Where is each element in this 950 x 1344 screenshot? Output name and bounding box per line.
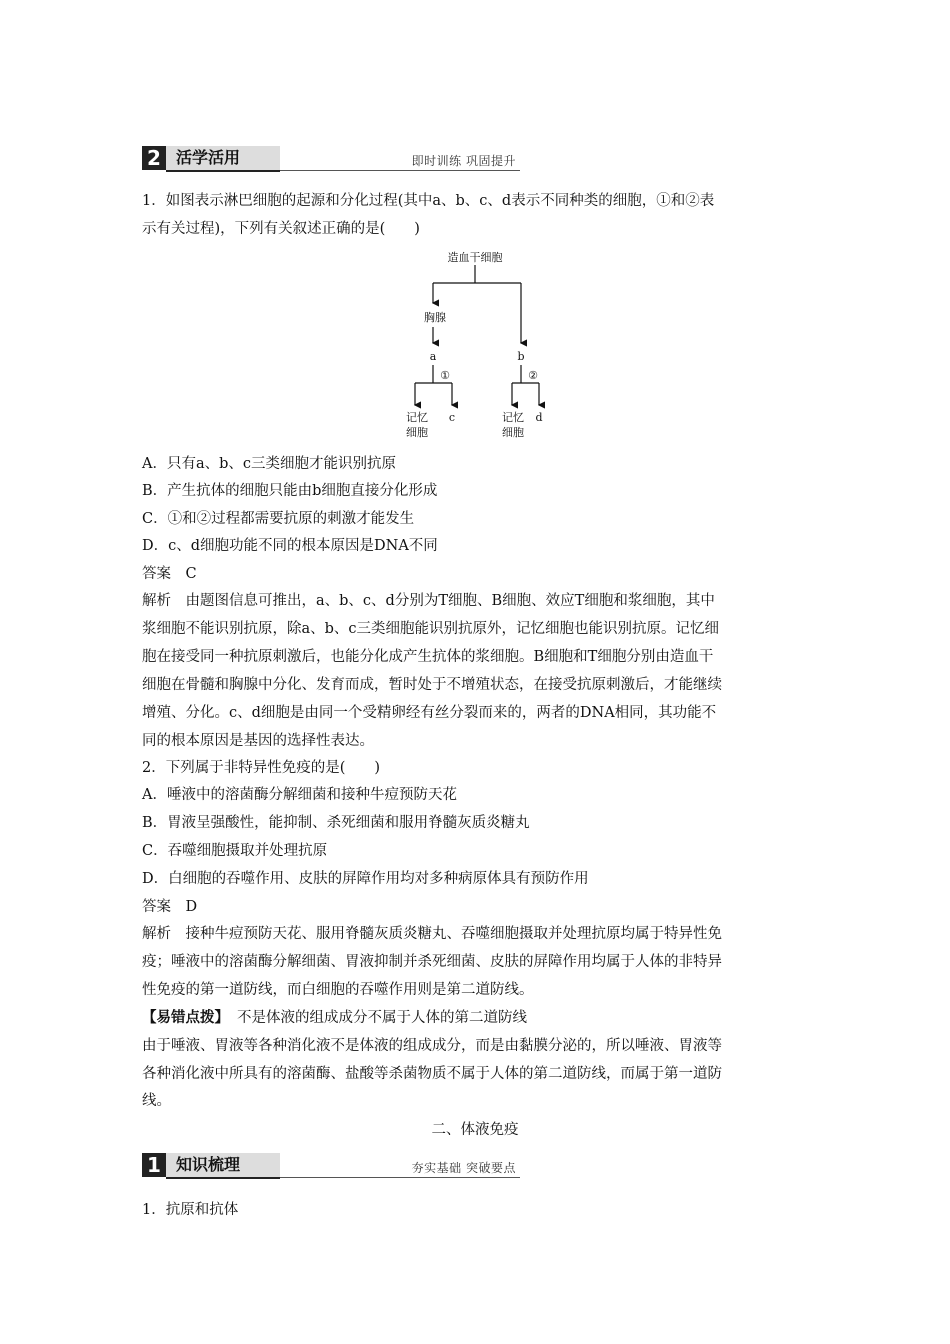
- process-1-label: ①: [440, 369, 450, 382]
- q2-analysis-line: 解析 接种牛痘预防天花、服用脊髓灰质炎糖丸、吞噬细胞摄取并处理抗原均属于特异性免: [142, 926, 722, 942]
- tip-label: 【易错点拨】: [142, 1010, 229, 1026]
- lymphocyte-diagram: [395, 247, 555, 443]
- section-title: 知识梳理: [176, 1155, 241, 1174]
- section-header-practice: [142, 146, 520, 172]
- node-c: c: [448, 411, 456, 424]
- section-title: 活学活用: [176, 148, 241, 167]
- q1-option-b: B．产生抗体的细胞只能由b细胞直接分化形成: [142, 483, 438, 499]
- section-subtitle: 夯实基础 突破要点: [411, 1161, 516, 1175]
- tip-title: 不是体液的组成成分不属于人体的第二道防线: [237, 1010, 527, 1026]
- q1-answer: 答案 C: [142, 566, 197, 582]
- node-a: a: [429, 350, 437, 363]
- node-memory-cell-2-line1: 记忆: [502, 411, 524, 424]
- node-memory-cell-1-line1: 记忆: [406, 411, 428, 424]
- item-1-heading: 1．抗原和抗体: [142, 1202, 239, 1218]
- q1-stem-line1: 1．如图表示淋巴细胞的起源和分化过程(其中a、b、c、d表示不同种类的细胞，①和②表: [142, 193, 715, 209]
- tip-line: 由于唾液、胃液等各种消化液不是体液的组成成分，而是由黏膜分泌的，所以唾液、胃液等: [142, 1038, 722, 1054]
- section-subtitle: 即时训练 巩固提升: [411, 154, 516, 168]
- q2-option-c: C．吞噬细胞摄取并处理抗原: [142, 843, 328, 859]
- process-2-label: ②: [528, 369, 538, 382]
- section2-title: 二、体液免疫: [431, 1122, 519, 1138]
- q2-option-d: D．白细胞的吞噬作用、皮肤的屏障作用均对多种病原体具有预防作用: [142, 871, 589, 887]
- q1-analysis-line: 解析 由题图信息可推出，a、b、c、d分别为T细胞、B细胞、效应T细胞和浆细胞，其中: [142, 593, 715, 609]
- node-b: b: [517, 350, 525, 363]
- q1-analysis-line: 同的根本原因是基因的选择性表达。: [142, 733, 374, 749]
- q1-analysis-line: 胞在接受同一种抗原刺激后，也能分化成产生抗体的浆细胞。B细胞和T细胞分别由造血干: [142, 649, 714, 665]
- tip-heading: [142, 1004, 814, 1032]
- q2-option-a: A．唾液中的溶菌酶分解细菌和接种牛痘预防天花: [142, 787, 457, 803]
- q1-analysis-line: 增殖、分化。c、d细胞是由同一个受精卵经有丝分裂而来的，两者的DNA相同，其功能不: [142, 705, 717, 721]
- tip-line: 线。: [142, 1093, 171, 1109]
- section-number: 2: [142, 146, 166, 170]
- node-d: d: [535, 411, 543, 424]
- q2-answer: 答案 D: [142, 899, 198, 915]
- q1-option-d: D．c、d细胞功能不同的根本原因是DNA不同: [142, 538, 438, 554]
- header-rule: [280, 1177, 520, 1178]
- q1-analysis-line: 细胞在骨髓和胸腺中分化、发育而成，暂时处于不增殖状态，在接受抗原刺激后，才能继续: [142, 677, 722, 693]
- section-number: 1: [142, 1153, 166, 1177]
- header-rule: [280, 170, 520, 171]
- node-memory-cell-2-line2: 细胞: [502, 426, 524, 439]
- q1-analysis-line: 浆细胞不能识别抗原，除a、b、c三类细胞能识别抗原外，记忆细胞也能识别抗原。记忆细: [142, 621, 720, 637]
- q1-option-a: A．只有a、b、c三类细胞才能识别抗原: [142, 456, 397, 472]
- q1-stem-line2: 示有关过程)，下列有关叙述正确的是( ): [142, 221, 420, 237]
- q2-analysis-line: 性免疫的第一道防线，而白细胞的吞噬作用则是第二道防线。: [142, 982, 534, 998]
- node-thymus: 胸腺: [424, 311, 446, 324]
- q2-option-b: B．胃液呈强酸性，能抑制、杀死细菌和服用脊髓灰质炎糖丸: [142, 815, 530, 831]
- q2-analysis-line: 疫；唾液中的溶菌酶分解细菌、胃液抑制并杀死细菌、皮肤的屏障作用均属于人体的非特异: [142, 954, 722, 970]
- tip-line: 各种消化液中所具有的溶菌酶、盐酸等杀菌物质不属于人体的第二道防线，而属于第一道防: [142, 1066, 722, 1082]
- q2-stem: 2．下列属于非特异性免疫的是( ): [142, 760, 381, 776]
- node-memory-cell-1-line2: 细胞: [406, 426, 428, 439]
- q1-option-c: C．①和②过程都需要抗原的刺激才能发生: [142, 511, 415, 527]
- node-hematopoietic-stem-cell: 造血干细胞: [447, 251, 503, 264]
- section-header-knowledge: [142, 1153, 520, 1179]
